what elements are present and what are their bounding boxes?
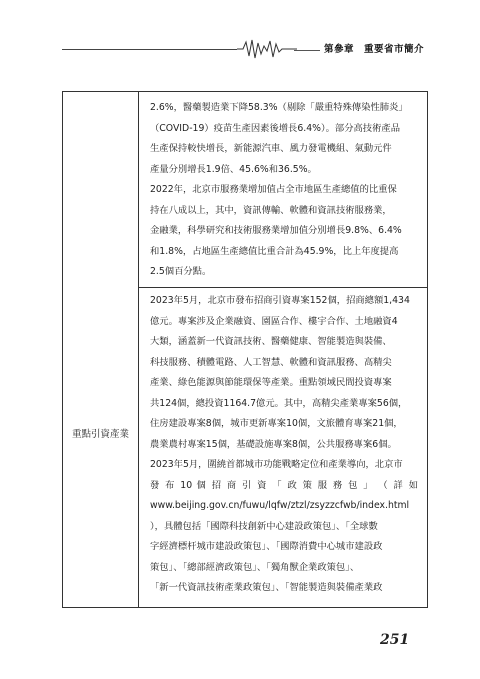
text-line: 科技服務、積體電路、人工智慧、軟體和資訊服務、高精尖 [150, 356, 392, 368]
text-line: 和1.8%，占地區生產總值比重合計為45.9%，比上年度提高 [150, 245, 399, 257]
text-line: 策包」、「總部經濟政策包」、「獨角獸企業政策包」、 [150, 561, 360, 573]
table-row-divider [138, 287, 427, 288]
chapter-title: 第參章 重要省市簡介 [320, 41, 424, 55]
text-line: 2023年5月，圍繞首都城市功能戰略定位和產業導向，北京市 [150, 459, 403, 470]
text-line: 金融業，科學研究和技術服務業增加值分別增長9.8%、6.4% [150, 225, 402, 236]
text-line: 農業農村專案15個，基礎設施專案8個，公共服務專案6個。 [150, 438, 397, 450]
page-number: 251 [380, 632, 410, 648]
text-line: 「新一代資訊技術產業政策包」、「智能製造與裝備產業政 [150, 582, 383, 593]
text-line: 2.6%，醫藥製造業下降58.3%（剔除「嚴重特殊傳染性肺炎」 [150, 102, 408, 113]
table-column-divider [138, 92, 139, 607]
text-line: 生產保持較快增長，新能源汽車、風力發電機組、氣動元件 [150, 143, 392, 154]
header-rule-left [62, 49, 237, 50]
text-line: 2.5個百分點。 [150, 266, 212, 277]
text-line: 持在八成以上，其中，資訊傳輸、軟體和資訊技術服務業， [150, 204, 392, 216]
text-line: 字經濟標杆城市建設政策包」、「國際消費中心城市建設政 [150, 541, 383, 552]
text-line: 發 布 10 個 招 商 引 資 「 政 策 服 務 包 」 （ 詳 如 [150, 479, 418, 491]
text-line: 億元。專案涉及企業融資、園區合作、樓宇合作、土地融資4 [150, 315, 398, 327]
heartbeat-ornament [237, 38, 297, 60]
lower-cell-text [150, 291, 418, 599]
upper-cell-text [150, 98, 418, 283]
text-line: 產量分別增長1.9倍、45.6%和36.5%。 [150, 163, 317, 175]
chapter-header [62, 38, 424, 60]
url-text: www.beijing.gov.cn/fuwu/lqfw/ztzl/zsyzzcfwb/index.html [150, 500, 410, 511]
info-table [62, 91, 428, 608]
text-line: 產業、綠色能源與節能環保等產業。重點領域民間投資專案 [150, 377, 392, 388]
text-line: （COVID-19）疫苗生產因素後增長6.4%）。部分高技術產品 [150, 122, 400, 134]
text-line: 住房建設專案8個，城市更新專案10個，文旅體育專案21個， [150, 418, 403, 429]
text-line: 2023年5月，北京市發布招商引資專案152個，招商總額1,434 [150, 295, 410, 306]
text-line: 共124個，總投資1164.7億元。其中，高精尖產業專案56個， [150, 397, 408, 409]
row-label-key-industries: 重點引資產業 [71, 429, 129, 440]
text-line: ），具體包括「國際科技創新中心建設政策包」、「全球數 [150, 520, 378, 532]
text-line: 2022年，北京市服務業增加值占全市地區生產總值的比重保 [150, 184, 397, 195]
text-line: 大類，涵蓋新一代資訊技術、醫藥健康、智能製造與裝備、 [150, 336, 392, 347]
